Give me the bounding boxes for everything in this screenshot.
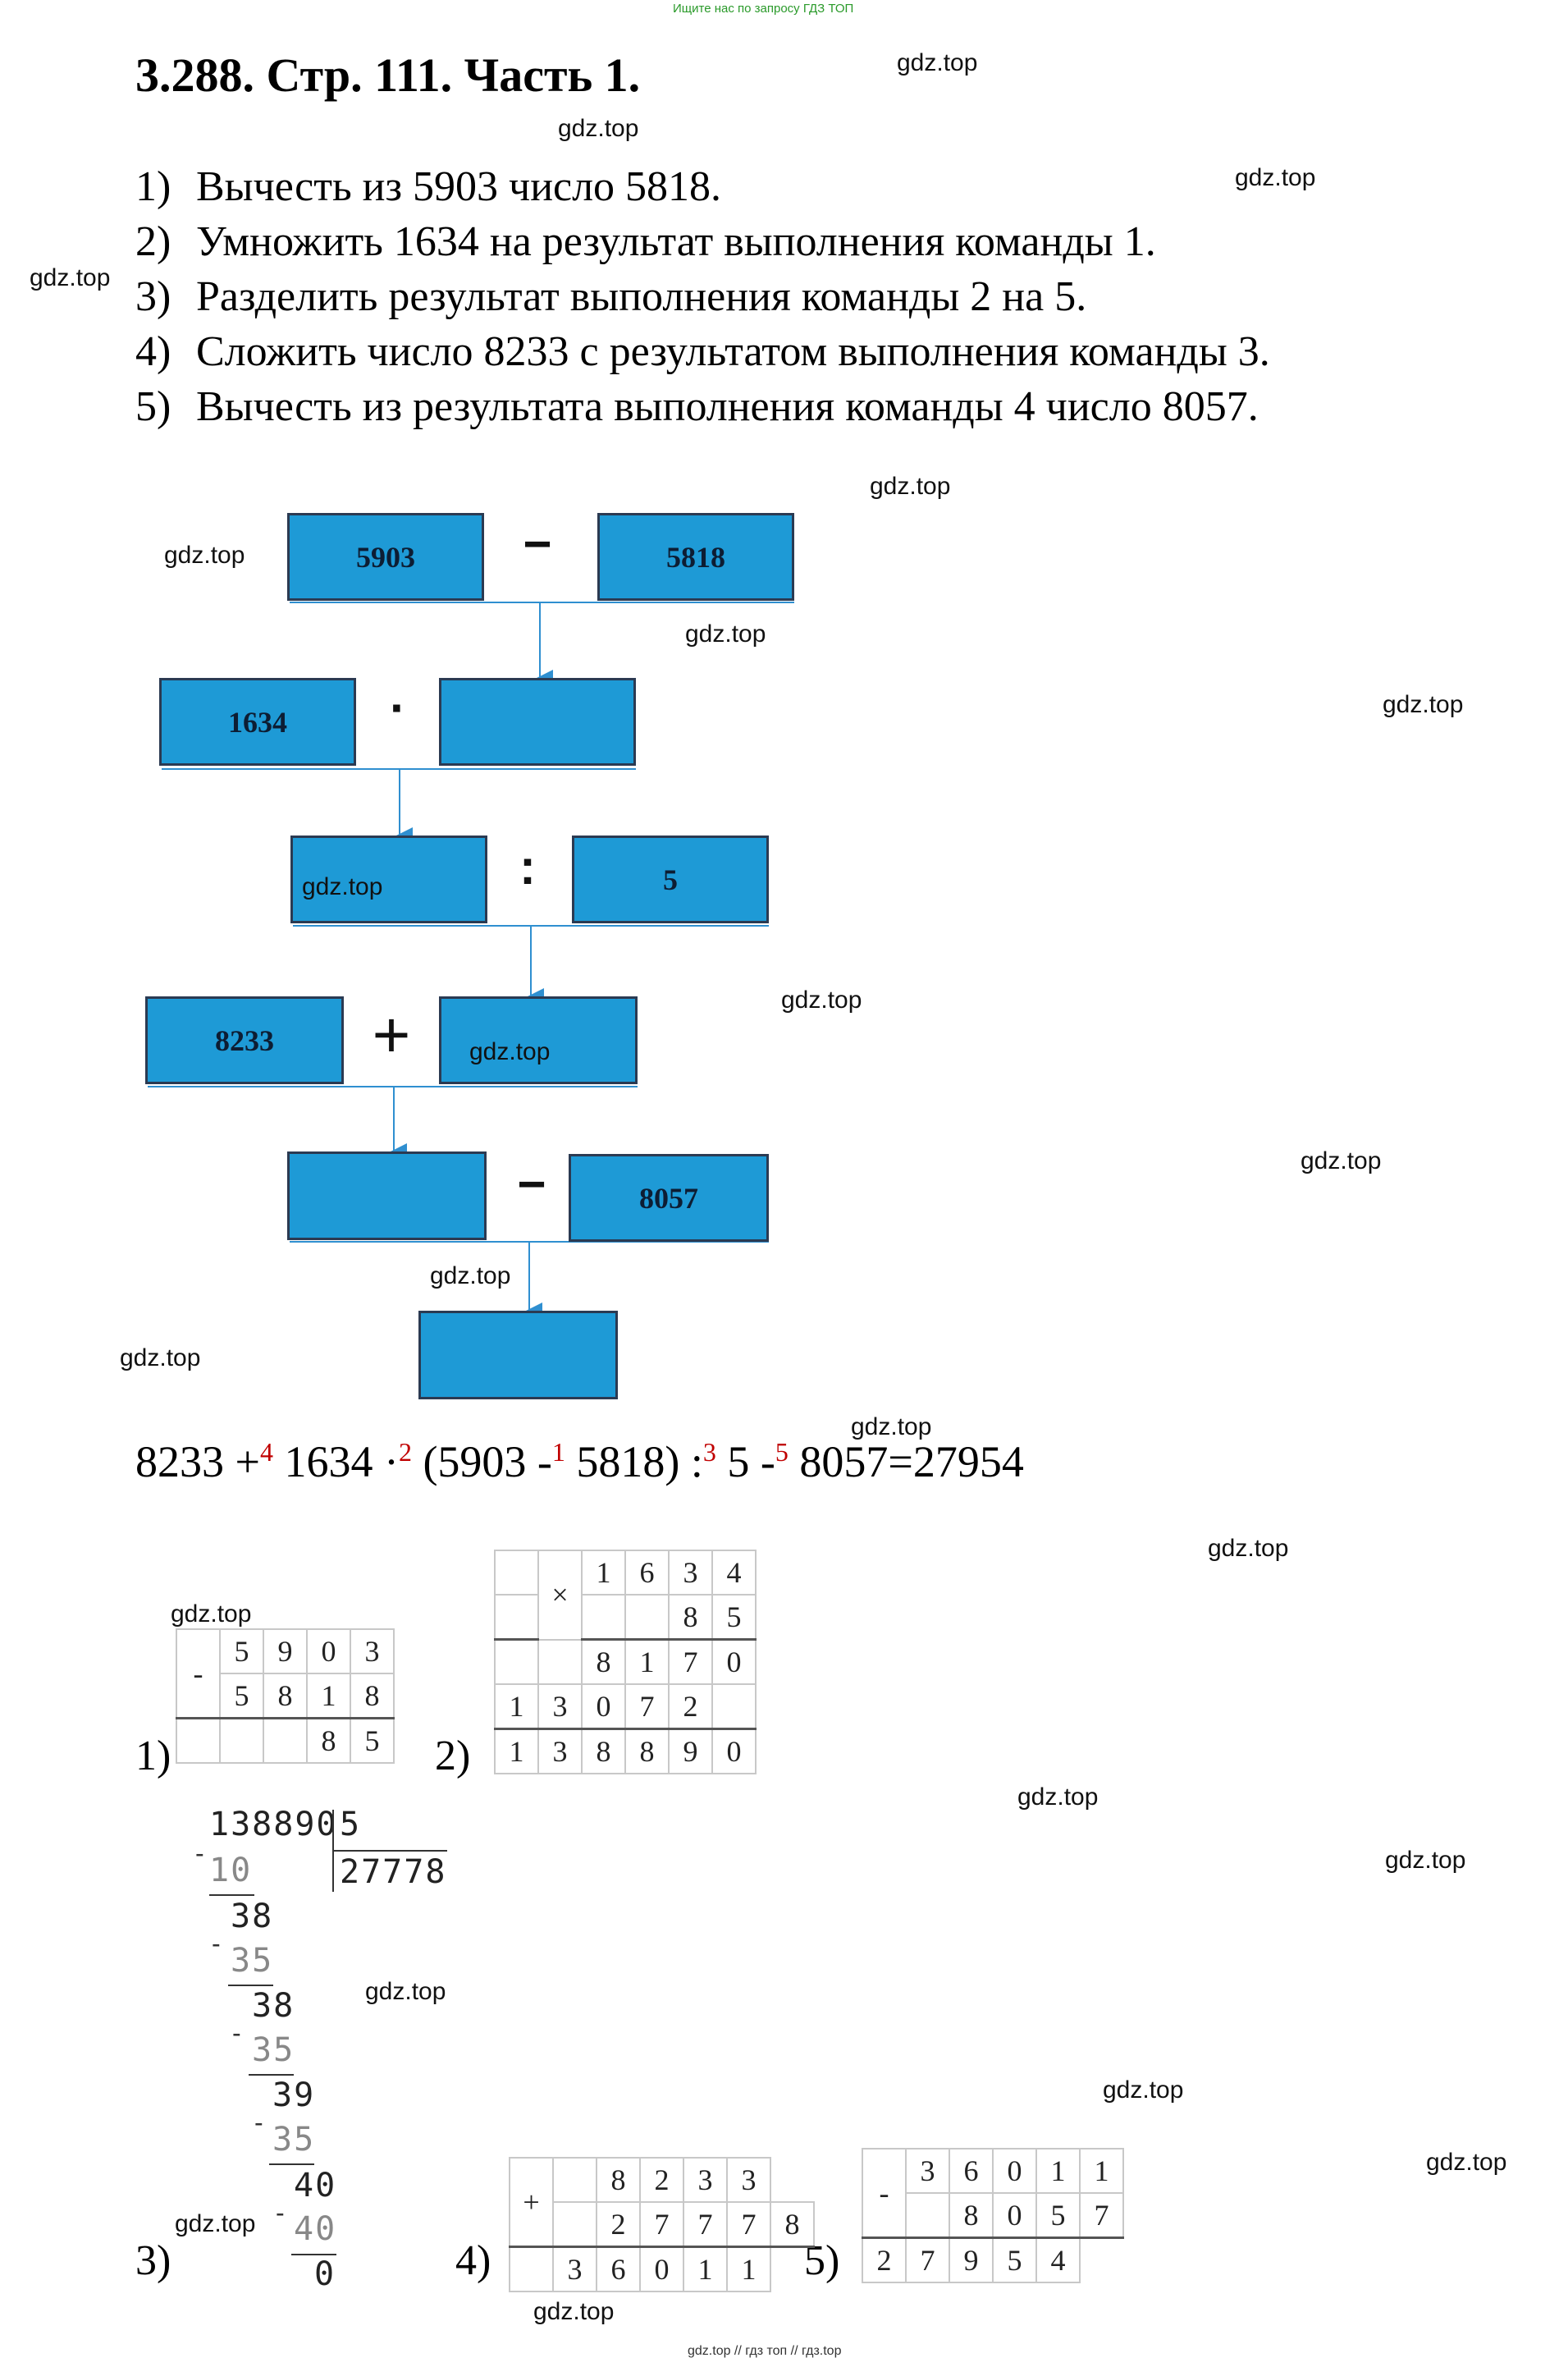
command-item: 4) Сложить число 8233 с результатом выполнения команды 3. <box>135 328 1270 375</box>
watermark: gdz.top <box>851 1413 932 1440</box>
footer-note: gdz.top // гдз топ // гдз.top <box>688 2344 842 2358</box>
command-item: 1) Вычесть из 5903 число 5818. <box>135 163 722 210</box>
watermark: gdz.top <box>1017 1783 1099 1811</box>
divide-operator: : <box>519 840 536 895</box>
command-item: 5) Вычесть из результата выполнения команды 4 число 8057. <box>135 383 1259 430</box>
watermark: gdz.top <box>1208 1535 1289 1562</box>
command-item: 2) Умножить 1634 на результат выполнения команды 1. <box>135 218 1156 265</box>
order-expression: 8233 +$^4$ 1634 ·$^2$ (5903 -$^1$ 5818) :$^3$ 5 -$^5$ 8057=27954 <box>135 1437 1024 1486</box>
plus-operator: + <box>372 998 411 1071</box>
minus-operator: − <box>517 1156 546 1211</box>
box-result-4 <box>287 1151 487 1240</box>
watermark: gdz.top <box>558 115 639 142</box>
calc-multiplication-2: × 1 6 3 4 8 5 8 1 7 0 1 3 0 7 2 1 3 8 8 9 0 <box>494 1550 757 1774</box>
box-final-result <box>418 1311 618 1399</box>
step-label: 1) <box>135 1733 171 1779</box>
watermark: gdz.top <box>1103 2076 1184 2104</box>
dividend: 138890 <box>209 1806 338 1843</box>
calc-addition-4: + 8 2 3 3 2 7 7 7 8 3 6 0 1 1 <box>509 2157 815 2292</box>
multiply-operator: · <box>390 680 406 735</box>
watermark: gdz.top <box>469 1038 551 1065</box>
step-label: 4) <box>455 2237 491 2284</box>
watermark: gdz.top <box>175 2210 256 2237</box>
box-5: 5 <box>572 836 769 923</box>
calc-subtraction-5: - 3 6 0 1 1 8 0 5 7 2 7 9 5 4 <box>862 2148 1124 2283</box>
watermark: gdz.top <box>870 473 951 500</box>
quotient: 27778 <box>340 1853 447 1891</box>
watermark: gdz.top <box>1383 691 1464 718</box>
watermark: gdz.top <box>430 1262 511 1289</box>
watermark: gdz.top <box>171 1600 252 1628</box>
watermark: gdz.top <box>781 987 862 1014</box>
step-label: 5) <box>804 2237 840 2284</box>
box-result-1 <box>439 678 636 766</box>
watermark: gdz.top <box>365 1978 446 2005</box>
command-item: 3) Разделить результат выполнения команды 2 на 5. <box>135 273 1087 320</box>
watermark: gdz.top <box>1385 1847 1466 1874</box>
watermark: gdz.top <box>533 2298 615 2325</box>
watermark: gdz.top <box>1426 2149 1507 2176</box>
box-8057: 8057 <box>569 1154 769 1242</box>
watermark: gdz.top <box>164 542 245 569</box>
watermark: gdz.top <box>120 1344 201 1371</box>
step-label: 2) <box>435 1733 471 1779</box>
minus-operator: − <box>523 516 552 571</box>
watermark: gdz.top <box>302 873 383 900</box>
box-5818: 5818 <box>597 513 794 601</box>
page-title: 3.288. Стр. 111. Часть 1. <box>135 48 641 102</box>
step-label: 3) <box>135 2237 171 2284</box>
box-8233: 8233 <box>145 996 344 1084</box>
box-5903: 5903 <box>287 513 484 601</box>
divisor: 5 <box>340 1806 362 1843</box>
top-note: Ищите нас по запросу ГДЗ ТОП <box>673 2 854 16</box>
calc-subtraction-1: - 5 9 0 3 5 8 1 8 8 5 <box>176 1628 395 1764</box>
watermark: gdz.top <box>897 49 978 76</box>
watermark: gdz.top <box>1301 1147 1382 1174</box>
box-1634: 1634 <box>159 678 356 766</box>
watermark: gdz.top <box>1235 164 1316 191</box>
watermark: gdz.top <box>30 264 111 291</box>
watermark: gdz.top <box>685 620 766 648</box>
